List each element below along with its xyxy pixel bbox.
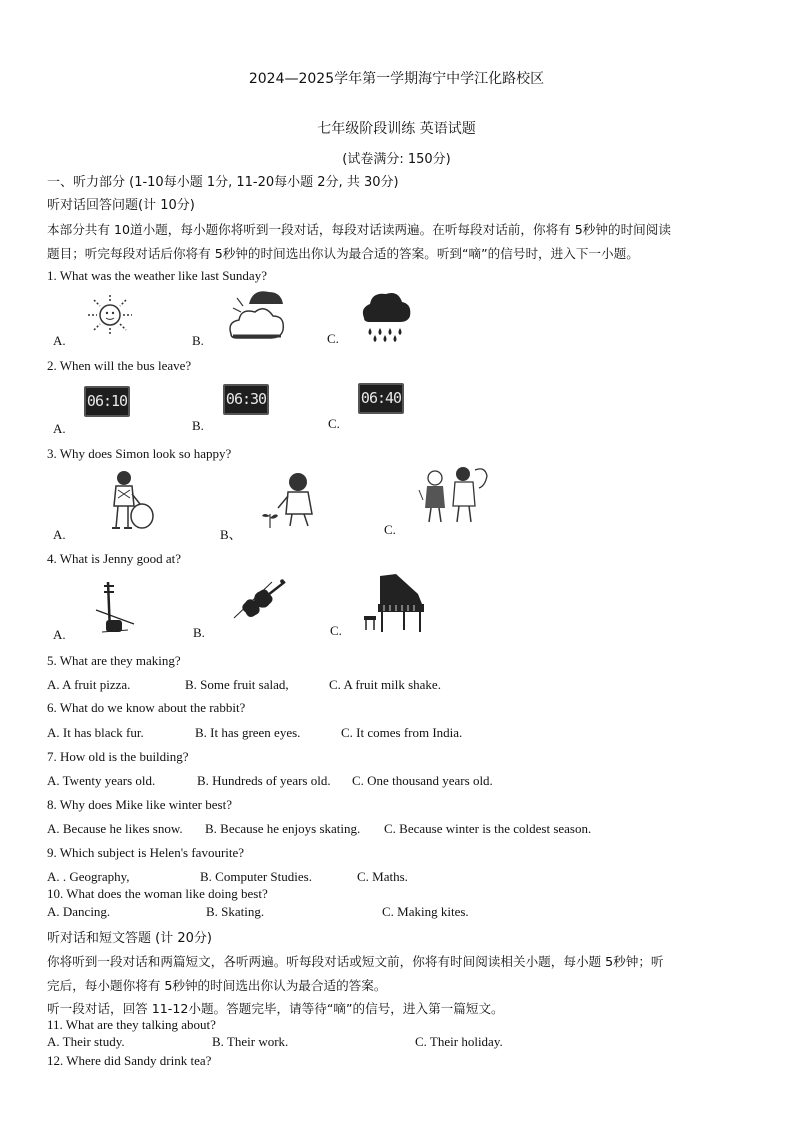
rain-icon <box>358 288 414 344</box>
q4-option-a-label: A. <box>53 627 66 642</box>
q1-option-a-label: A. <box>53 333 66 348</box>
part1-title: 一、听力部分 (1-10每小题 1分, 11-20每小题 2分, 共 30分) <box>47 175 399 190</box>
digital-clock-c: 06:40 <box>358 383 404 414</box>
q11-option-b: B. Their work. <box>212 1034 289 1049</box>
q10-option-a: A. Dancing. <box>47 904 111 919</box>
question-7: 7. How old is the building? <box>47 749 189 764</box>
q5-option-c: C. A fruit milk shake. <box>329 677 441 692</box>
q8-option-b: B. Because he enjoys skating. <box>205 821 361 836</box>
q3-option-a-label: A. <box>53 527 66 542</box>
q4-option-b-label: B. <box>193 625 205 640</box>
section1-instructions-line2: 题目；听完每段对话后你将有 5秒钟的时间选出你认为最合适的答案。听到“嘀”的信号时，进入下一小题。 <box>47 246 639 261</box>
question-2: 2. When will the bus leave? <box>47 358 192 373</box>
q1-option-b-label: B. <box>192 333 204 348</box>
question-9: 9. Which subject is Helen's favourite? <box>47 845 245 860</box>
q9-option-b: B. Computer Studies. <box>200 869 312 884</box>
boy-watering-plant-picture <box>258 470 324 532</box>
digital-clock-b: 06:30 <box>223 384 269 415</box>
q5-option-a: A. A fruit pizza. <box>47 677 131 692</box>
q9-option-a: A. . Geography, <box>47 869 130 884</box>
exam-school-title: 2024—2025学年第一学期海宁中学江化路校区 <box>248 71 545 87</box>
q3-option-b-label: B、 <box>220 527 242 542</box>
q7-option-b: B. Hundreds of years old. <box>197 773 331 788</box>
section1-title: 听对话回答问题(计 10分) <box>47 198 195 213</box>
section2-dialogue-note: 听一段对话，回答 11-12小题。答题完毕，请等待“嘀”的信号，进入第一篇短文。 <box>47 1001 504 1016</box>
question-5: 5. What are they making? <box>47 653 181 668</box>
q11-option-a: A. Their study. <box>47 1034 125 1049</box>
erhu-icon <box>92 580 136 640</box>
q2-option-a-label: A. <box>53 421 66 436</box>
question-1: 1. What was the weather like last Sunday? <box>47 268 267 283</box>
question-3: 3. Why does Simon look so happy? <box>47 446 232 461</box>
digital-clock-a: 06:10 <box>84 386 130 417</box>
question-10: 10. What does the woman like doing best? <box>47 886 268 901</box>
section2-title: 听对话和短文答题 (计 20分) <box>47 931 212 946</box>
q8-option-c: C. Because winter is the coldest season. <box>384 821 592 836</box>
q6-option-c: C. It comes from India. <box>341 725 463 740</box>
q9-option-c: C. Maths. <box>357 869 408 884</box>
full-score: (试卷满分: 150分) <box>342 152 451 167</box>
exam-subject-title: 七年级阶段训练 英语试题 <box>317 121 476 137</box>
q7-option-c: C. One thousand years old. <box>352 773 493 788</box>
question-6: 6. What do we know about the rabbit? <box>47 700 246 715</box>
q6-option-a: A. It has black fur. <box>47 725 144 740</box>
question-4: 4. What is Jenny good at? <box>47 551 182 566</box>
q3-option-c-label: C. <box>384 522 396 537</box>
section1-instructions-line1: 本部分共有 10道小题，每小题你将听到一段对话，每段对话读两遍。在听每段对话前，你将有 5秒钟的时间阅读 <box>47 222 671 237</box>
partly-cloudy-icon <box>223 286 291 344</box>
q4-option-c-label: C. <box>330 623 342 638</box>
children-playing-picture <box>413 460 491 526</box>
sun-icon <box>82 293 138 337</box>
section2-instructions-line1: 你将听到一段对话和两篇短文，各听两遍。听每段对话或短文前，你将有时间阅读相关小题，每小题 5秒钟；听 <box>47 954 664 969</box>
boy-with-bag-picture <box>98 468 158 534</box>
question-11: 11. What are they talking about? <box>47 1017 216 1032</box>
q2-option-b-label: B. <box>192 418 204 433</box>
q2-option-c-label: C. <box>328 416 340 431</box>
q10-option-c: C. Making kites. <box>382 904 469 919</box>
q6-option-b: B. It has green eyes. <box>195 725 301 740</box>
q10-option-b: B. Skating. <box>206 904 265 919</box>
q8-option-a: A. Because he likes snow. <box>47 821 183 836</box>
q7-option-a: A. Twenty years old. <box>47 773 156 788</box>
piano-icon <box>364 572 426 634</box>
q1-option-c-label: C. <box>327 331 339 346</box>
q11-option-c: C. Their holiday. <box>415 1034 503 1049</box>
q5-option-b: B. Some fruit salad, <box>185 677 289 692</box>
violin-icon <box>226 574 292 630</box>
section2-instructions-line2: 完后，每小题你将有 5秒钟的时间选出你认为最合适的答案。 <box>47 978 387 993</box>
question-8: 8. Why does Mike like winter best? <box>47 797 232 812</box>
question-12: 12. Where did Sandy drink tea? <box>47 1053 212 1068</box>
